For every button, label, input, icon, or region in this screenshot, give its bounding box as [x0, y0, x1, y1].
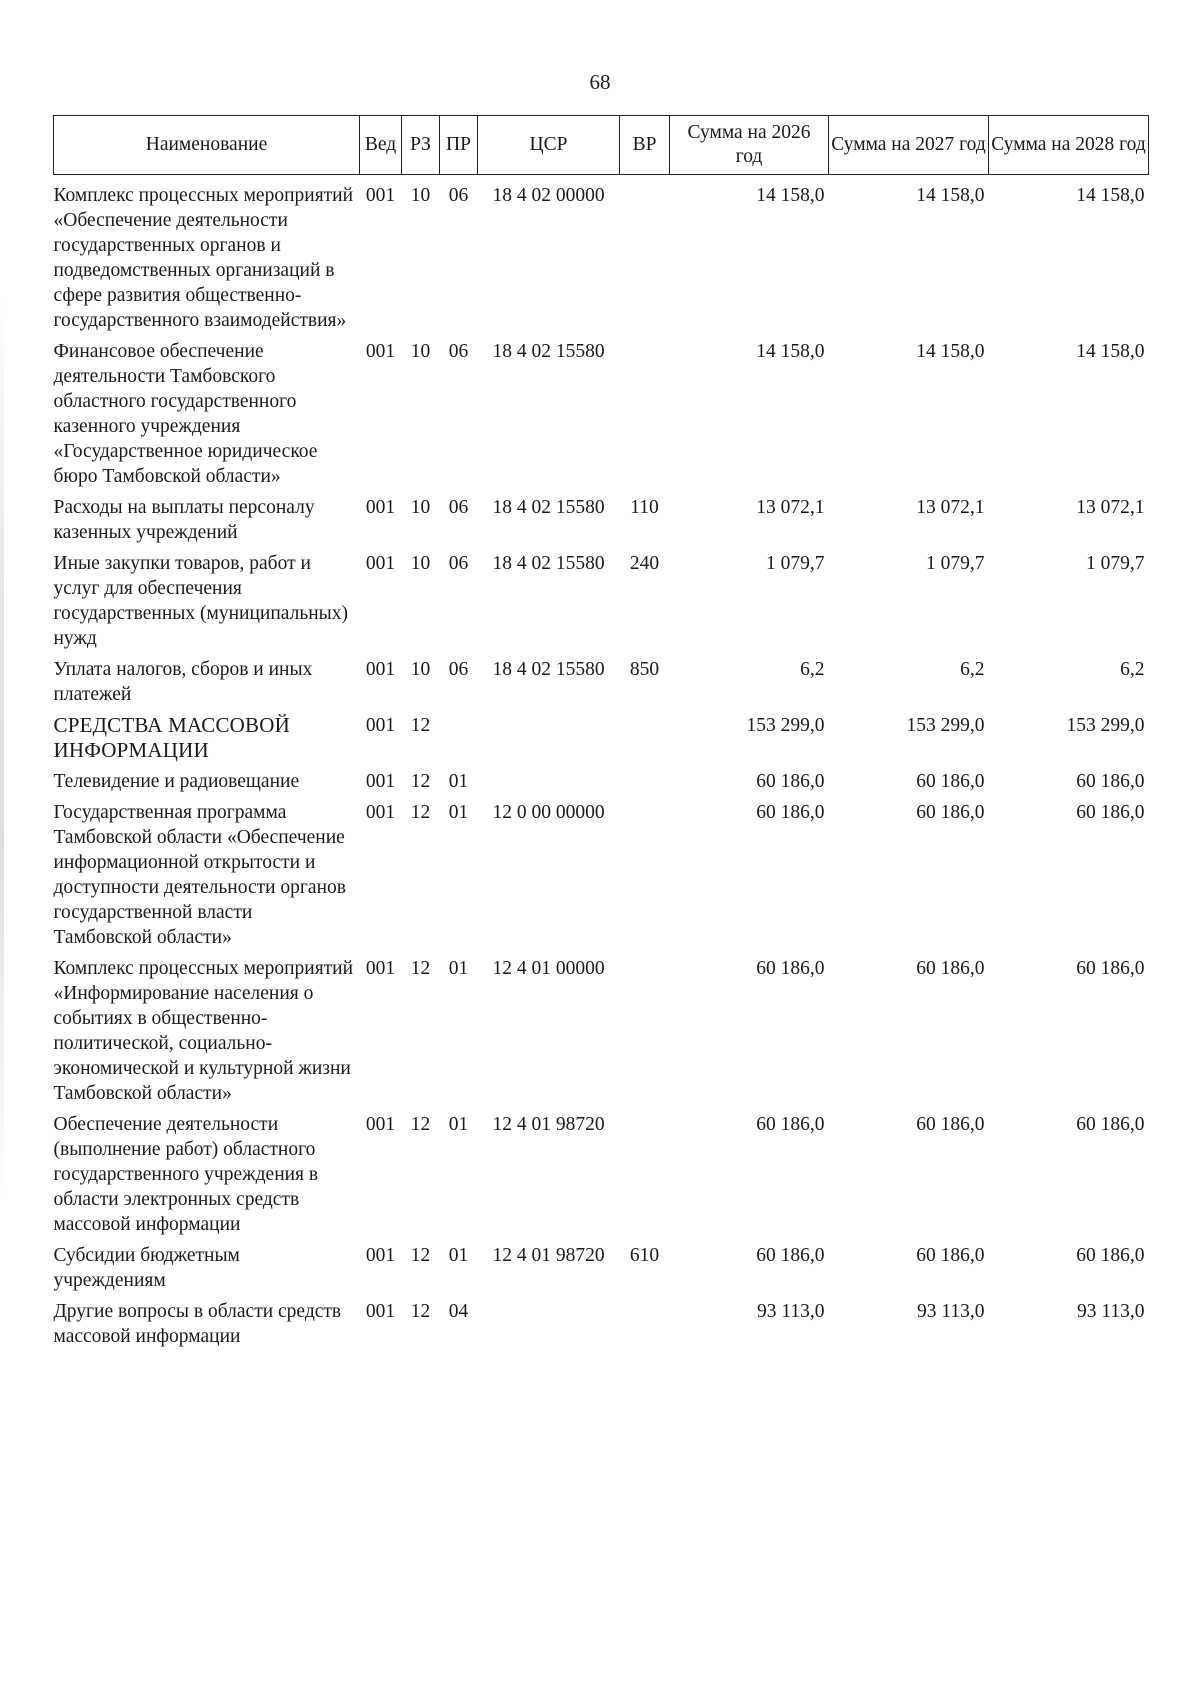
- row-rz: 12: [410, 715, 431, 736]
- table-row: [54, 657, 1149, 713]
- row-pr: 01: [448, 1245, 469, 1266]
- row-sum-2026: 1 079,7: [766, 553, 825, 574]
- row-rz: 12: [410, 802, 431, 823]
- row-sum-2028: 60 186,0: [1076, 802, 1145, 823]
- row-ved: 001: [365, 341, 396, 362]
- header-sum-2028: Сумма на 2028 год: [989, 116, 1149, 175]
- header-sum-2027: Сумма на 2027 год: [829, 116, 989, 175]
- row-csr: 18 4 02 00000: [492, 185, 605, 206]
- row-pr: 06: [448, 341, 469, 362]
- row-ved: 001: [365, 1245, 396, 1266]
- table-row: [54, 956, 1149, 1112]
- row-name: Уплата налогов, сборов и иных платежей: [53, 659, 313, 705]
- header-pr: ПР: [440, 116, 478, 175]
- row-name: Другие вопросы в области средств массовой информации: [53, 1301, 342, 1347]
- row-vr: [620, 769, 670, 800]
- row-pr: 04: [448, 1301, 469, 1322]
- row-sum-2028: 153 299,0: [1066, 715, 1145, 736]
- row-pr: 06: [448, 553, 469, 574]
- table-row: [54, 800, 1149, 956]
- table-row: [54, 175, 1149, 340]
- row-name: СРЕДСТВА МАССОВОЙ ИНФОРМАЦИИ: [53, 713, 290, 762]
- row-ved: 001: [365, 1301, 396, 1322]
- row-rz: 10: [410, 497, 431, 518]
- row-rz: 10: [410, 659, 431, 680]
- table-row: [54, 1243, 1149, 1299]
- row-sum-2028: 1 079,7: [1086, 553, 1145, 574]
- row-vr: [620, 713, 670, 769]
- row-sum-2028: 6,2: [1120, 659, 1145, 680]
- table-row: [54, 1112, 1149, 1243]
- table-row-section: [54, 713, 1149, 769]
- row-csr: 18 4 02 15580: [492, 659, 605, 680]
- table-header: [54, 116, 1149, 175]
- budget-table: [53, 115, 1149, 1355]
- row-ved: 001: [365, 185, 396, 206]
- row-sum-2027: 6,2: [960, 659, 985, 680]
- row-sum-2027: 14 158,0: [916, 185, 985, 206]
- row-sum-2027: 1 079,7: [926, 553, 985, 574]
- row-sum-2028: 14 158,0: [1076, 185, 1145, 206]
- row-rz: 12: [410, 1245, 431, 1266]
- row-sum-2028: 60 186,0: [1076, 1245, 1145, 1266]
- row-vr: [620, 956, 670, 1112]
- row-pr: 06: [448, 497, 469, 518]
- header-sum-2026: Сумма на 2026 год: [670, 116, 829, 175]
- row-rz: 12: [410, 771, 431, 792]
- row-sum-2027: 60 186,0: [916, 958, 985, 979]
- row-ved: 001: [365, 771, 396, 792]
- row-name: Иные закупки товаров, работ и услуг для обеспечения государственных (муниципальных) нужд: [53, 553, 349, 649]
- row-sum-2028: 60 186,0: [1076, 771, 1145, 792]
- row-rz: 12: [410, 1301, 431, 1322]
- row-pr: 01: [448, 1114, 469, 1135]
- row-pr: 01: [448, 802, 469, 823]
- row-sum-2026: 60 186,0: [756, 958, 825, 979]
- row-csr: 12 4 01 98720: [492, 1245, 605, 1266]
- row-vr: 110: [630, 497, 659, 518]
- row-name: Обеспечение деятельности (выполнение работ) областного государственного учреждения в области электронных средств массовой информации: [53, 1114, 319, 1235]
- scan-edge-shadow: [0, 300, 4, 1200]
- row-vr: [620, 1299, 670, 1355]
- row-name: Телевидение и радиовещание: [53, 771, 300, 792]
- row-name: Государственная программа Тамбовской области «Обеспечение информационной открытости и доступности деятельности органов государственной власти Тамбовской области»: [53, 802, 346, 948]
- table-row: [54, 339, 1149, 495]
- header-rz: РЗ: [402, 116, 440, 175]
- row-sum-2026: 60 186,0: [756, 802, 825, 823]
- row-sum-2027: 60 186,0: [916, 1245, 985, 1266]
- row-sum-2026: 93 113,0: [756, 1301, 825, 1322]
- table-body: [54, 175, 1149, 1356]
- row-rz: 10: [410, 185, 431, 206]
- row-vr: [620, 175, 670, 340]
- row-csr: 12 4 01 00000: [492, 958, 605, 979]
- row-ved: 001: [365, 553, 396, 574]
- row-sum-2027: 93 113,0: [916, 1301, 985, 1322]
- row-sum-2027: 13 072,1: [916, 497, 985, 518]
- row-rz: 10: [410, 553, 431, 574]
- row-vr: 240: [629, 553, 660, 574]
- table-row: [54, 551, 1149, 657]
- row-sum-2026: 60 186,0: [756, 1245, 825, 1266]
- row-vr: [620, 339, 670, 495]
- row-sum-2026: 14 158,0: [756, 341, 825, 362]
- row-sum-2027: 14 158,0: [916, 341, 985, 362]
- row-csr: 12 0 00 00000: [492, 802, 605, 823]
- row-pr: [440, 713, 478, 769]
- row-ved: 001: [365, 802, 396, 823]
- table-row: [54, 495, 1149, 551]
- header-vr: ВР: [620, 116, 670, 175]
- row-ved: 001: [365, 659, 396, 680]
- page-number: 68: [589, 70, 611, 94]
- row-rz: 12: [410, 958, 431, 979]
- header-name: Наименование: [54, 116, 360, 175]
- row-csr: [478, 713, 620, 769]
- row-sum-2026: 13 072,1: [756, 497, 825, 518]
- row-sum-2028: 60 186,0: [1076, 958, 1145, 979]
- row-rz: 10: [410, 341, 431, 362]
- row-rz: 12: [410, 1114, 431, 1135]
- row-name: Расходы на выплаты персоналу казенных учреждений: [53, 497, 315, 543]
- table-row: [54, 769, 1149, 800]
- table-row: [54, 1299, 1149, 1355]
- row-pr: 06: [448, 185, 469, 206]
- row-pr: 06: [448, 659, 469, 680]
- row-ved: 001: [365, 715, 396, 736]
- row-sum-2027: 153 299,0: [906, 715, 985, 736]
- row-sum-2026: 6,2: [800, 659, 825, 680]
- row-pr: 01: [448, 771, 469, 792]
- row-csr: [478, 1299, 620, 1355]
- row-sum-2026: 60 186,0: [756, 1114, 825, 1135]
- row-name: Субсидии бюджетным учреждениям: [53, 1245, 240, 1291]
- header-csr: ЦСР: [478, 116, 620, 175]
- row-ved: 001: [365, 958, 396, 979]
- row-csr: 12 4 01 98720: [492, 1114, 605, 1135]
- row-vr: 850: [629, 659, 660, 680]
- row-name: Комплекс процессных мероприятий «Информирование населения о событиях в общественно-политической, социально-экономической и культурной жизни Тамбовской области»: [53, 958, 354, 1104]
- row-vr: [620, 800, 670, 956]
- row-name: Финансовое обеспечение деятельности Тамбовского областного государственного казенного учреждения «Государственное юридическое бюро Тамбовской области»: [53, 341, 318, 487]
- row-vr: 610: [629, 1245, 660, 1266]
- row-name: Комплекс процессных мероприятий «Обеспечение деятельности государственных органов и подведомственных организаций в сфере развития общественно-государственного взаимодействия»: [53, 185, 354, 331]
- row-sum-2027: 60 186,0: [916, 802, 985, 823]
- row-ved: 001: [365, 1114, 396, 1135]
- row-vr: [620, 1112, 670, 1243]
- row-sum-2028: 60 186,0: [1076, 1114, 1145, 1135]
- header-ved: Вед: [360, 116, 402, 175]
- row-csr: 18 4 02 15580: [492, 341, 605, 362]
- row-sum-2028: 93 113,0: [1076, 1301, 1145, 1322]
- row-csr: [478, 769, 620, 800]
- row-sum-2027: 60 186,0: [916, 771, 985, 792]
- row-pr: 01: [448, 958, 469, 979]
- row-sum-2026: 153 299,0: [746, 715, 825, 736]
- row-sum-2026: 60 186,0: [756, 771, 825, 792]
- row-sum-2028: 14 158,0: [1076, 341, 1145, 362]
- row-sum-2026: 14 158,0: [756, 185, 825, 206]
- row-csr: 18 4 02 15580: [492, 497, 605, 518]
- row-sum-2028: 13 072,1: [1076, 497, 1145, 518]
- row-sum-2027: 60 186,0: [916, 1114, 985, 1135]
- row-ved: 001: [365, 497, 396, 518]
- row-csr: 18 4 02 15580: [492, 553, 605, 574]
